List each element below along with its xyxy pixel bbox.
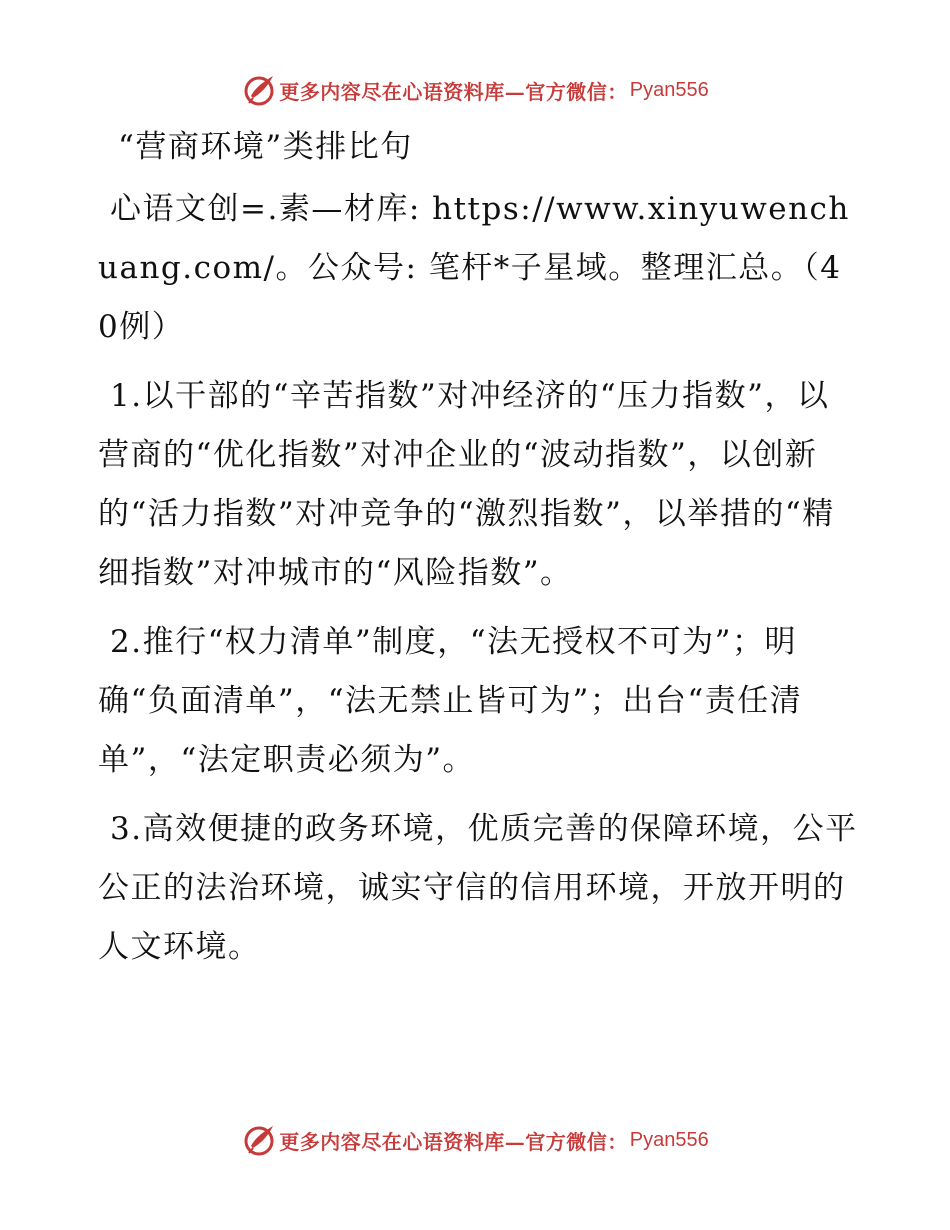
header-banner-text: 更多内容尽在心语资料库—官方微信： (279, 79, 628, 104)
footer-banner-id: Pyan556 (629, 1128, 709, 1151)
document-title: “营商环境”类排比句 (118, 129, 413, 165)
list-item: 3.高效便捷的政务环境，优质完善的保障环境，公平公正的法治环境，诚实守信的信用环境，开放开明的人文环境。 (98, 811, 858, 965)
list-item: 2.推行“权力清单”制度，“法无授权不可为”；明确“负面清单”，“法无禁止皆可为”；出台“责任清单”，“法定职责必须为”。 (98, 624, 803, 778)
document-intro: 心语文创=.素—材库: https://www.xinyuwenchuang.com/。公众号: 笔杆*子星域。整理汇总。（40例） (98, 191, 850, 345)
quill-logo-icon (241, 72, 277, 108)
list-item: 1.以干部的“辛苦指数”对冲经济的“压力指数”，以营商的“优化指数”对冲企业的“波动指数”，以创新的“活力指数”对冲竞争的“激烈指数”，以举措的“精细指数”对冲城市的“风险指数”。 (98, 378, 835, 591)
document-body (98, 118, 858, 987)
footer-banner (0, 1118, 950, 1162)
quill-logo-icon (241, 1122, 277, 1158)
footer-banner-text: 更多内容尽在心语资料库—官方微信： (279, 1129, 628, 1154)
header-banner (0, 68, 950, 112)
header-banner-id: Pyan556 (629, 78, 709, 101)
